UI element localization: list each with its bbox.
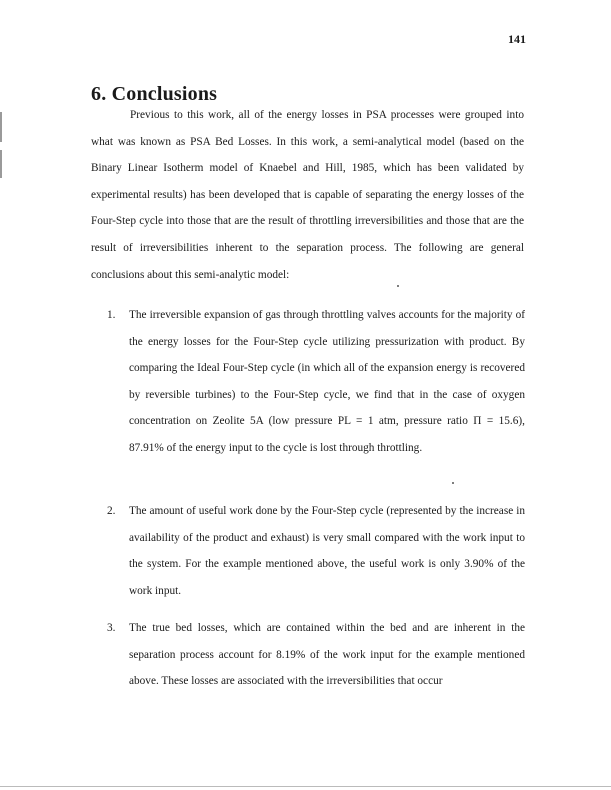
scan-edge-mark: [0, 112, 2, 142]
list-item-text: The true bed losses, which are contained within the bed and are inherent in the separation process account for 8.19% of the work input for the example mentioned above. These losses are associated with the irreversibilities that occur: [129, 622, 525, 688]
scan-bottom-edge: [0, 786, 611, 787]
section-heading: 6. Conclusions: [91, 83, 218, 105]
intro-paragraph: Previous to this work, all of the energy losses in PSA processes were grouped into what was known as PSA Bed Losses. In this work, a semi-analytical model (based on the Binary Linear Isotherm model of Knaebel and Hill, 1985, which has been validated by experimental results) has been developed that is capable of separating the energy losses of the Four-Step cycle into those that are the result of throttling irreversibilities and those that are the result of irreversibilities inherent to the separation process. The following are general conclusions about this semi-analytic model:: [91, 109, 524, 281]
list-item-text: The amount of useful work done by the Four-Step cycle (represented by the increase in availability of the product and exhaust) is very small compared with the work input to the system. For the example mentioned above, the useful work is only 3.90% of the work input.: [129, 505, 525, 597]
list-item-number: 2.: [107, 505, 116, 517]
list-item-number: 1.: [107, 309, 116, 321]
scan-speck: [452, 482, 454, 484]
conclusion-list-item-2: [107, 498, 525, 604]
page-number: 141: [508, 32, 526, 46]
conclusion-list-item-1: [107, 302, 525, 462]
list-item: [107, 302, 525, 462]
list-item-text: The irreversible expansion of gas through throttling valves accounts for the majority of the energy losses for the Four-Step cycle utilizing pressurization with product. By comparing the Ideal Four-Step cycle (in which all of the expansion energy is recovered by reversible turbines) to the Four-Step cycle, we find that in the case of oxygen concentration on Zeolite 5A (low pressure PL = 1 atm, pressure ratio Π = 15.6), 87.91% of the energy input to the cycle is lost through throttling.: [129, 309, 525, 454]
conclusion-list-item-3: [107, 615, 525, 695]
list-item: [107, 615, 525, 695]
list-item-number: 3.: [107, 622, 116, 634]
scan-speck: [397, 285, 399, 287]
scan-edge-mark: [0, 150, 2, 178]
list-item: [107, 498, 525, 604]
